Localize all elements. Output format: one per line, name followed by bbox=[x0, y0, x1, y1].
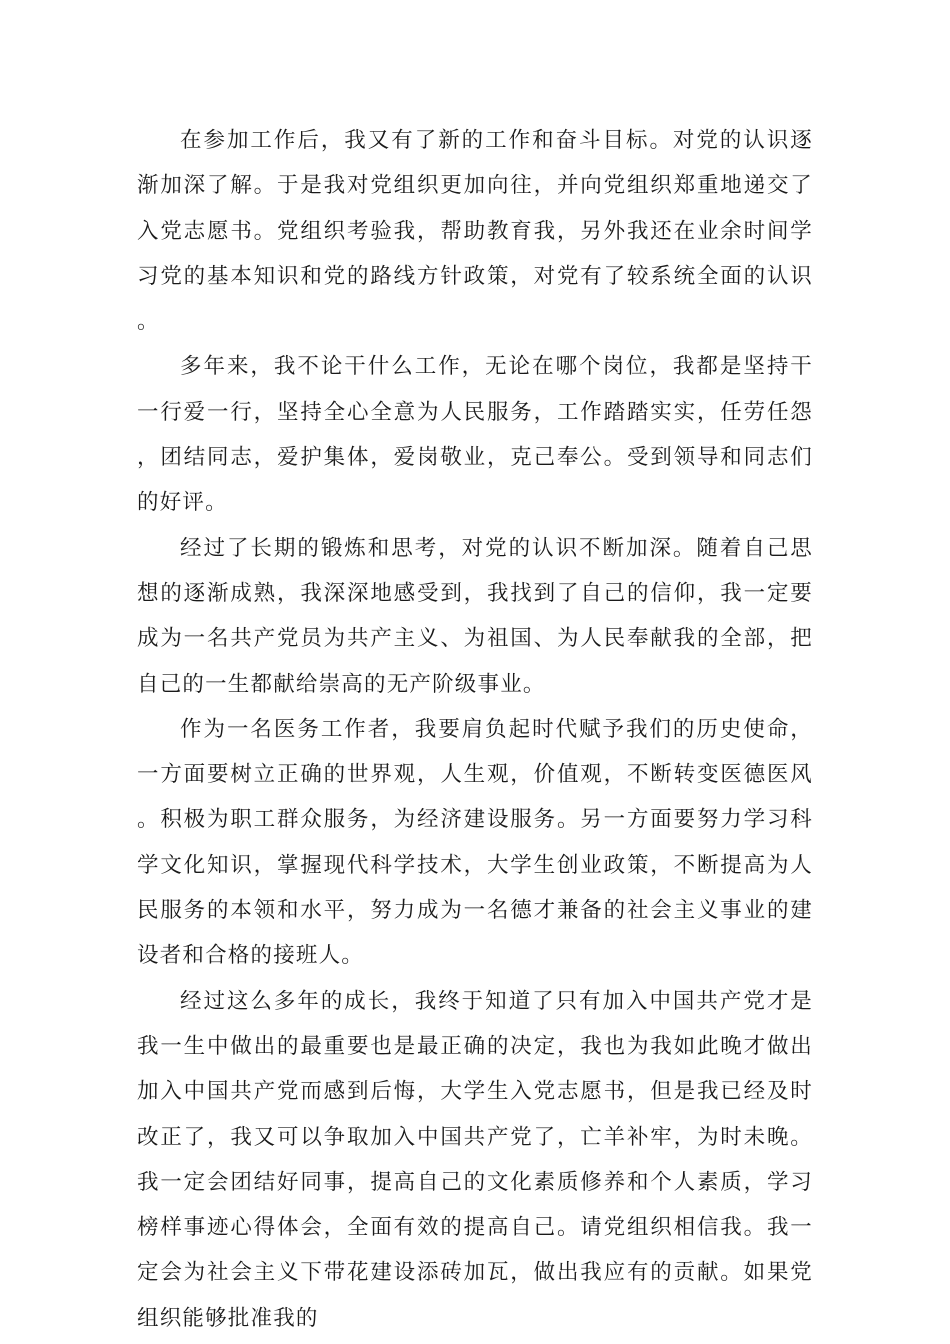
paragraph-work-goals: 在参加工作后，我又有了新的工作和奋斗目标。对党的认识逐渐加深了解。于是我对党组织更加向往，并向党组织郑重地递交了入党志愿书。党组织考验我，帮助教育我，另外我还在业余时间学习党的基本知识和党的路线方针政策，对党有了较系统全面的认识。 bbox=[137, 128, 813, 335]
document-body bbox=[137, 118, 813, 1341]
paragraph-years-of-service: 多年来，我不论干什么工作，无论在哪个岗位，我都是坚持干一行爱一行，坚持全心全意为人民服务，工作踏踏实实，任劳任怨，团结同志，爱护集体，爱岗敬业，克己奉公。受到领导和同志们的好评。 bbox=[137, 354, 813, 516]
paragraph-medical-worker: 作为一名医务工作者，我要肩负起时代赋予我们的历史使命，一方面要树立正确的世界观，人生观，价值观，不断转变医德医风。积极为职工群众服务，为经济建设服务。另一方面要努力学习科学文化知识，掌握现代科学技术，大学生创业政策，不断提高为人民服务的本领和水平，努力成为一名德才兼备的社会主义事业的建设者和合格的接班人。 bbox=[137, 716, 813, 969]
paragraph-decision-to-join: 经过这么多年的成长，我终于知道了只有加入中国共产党才是我一生中做出的最重要也是最正确的决定，我也为我如此晚才做出加入中国共产党而感到后悔，大学生入党志愿书，但是我已经及时改正了，我又可以争取加入中国共产党了，亡羊补牢，为时未晚。我一定会团结好同事，提高自己的文化素质修养和个人素质，学习榜样事迹心得体会，全面有效的提高自己。请党组织相信我。我一定会为社会主义下带花建设添砖加瓦，做出我应有的贡献。如果党组织能够批准我的 bbox=[137, 988, 813, 1331]
paragraph-deepening-understanding: 经过了长期的锻炼和思考，对党的认识不断加深。随着自己思想的逐渐成熟，我深深地感受到，我找到了自己的信仰，我一定要成为一名共产党员为共产主义、为祖国、为人民奉献我的全部，把自己的一生都献给崇高的无产阶级事业。 bbox=[137, 535, 813, 697]
